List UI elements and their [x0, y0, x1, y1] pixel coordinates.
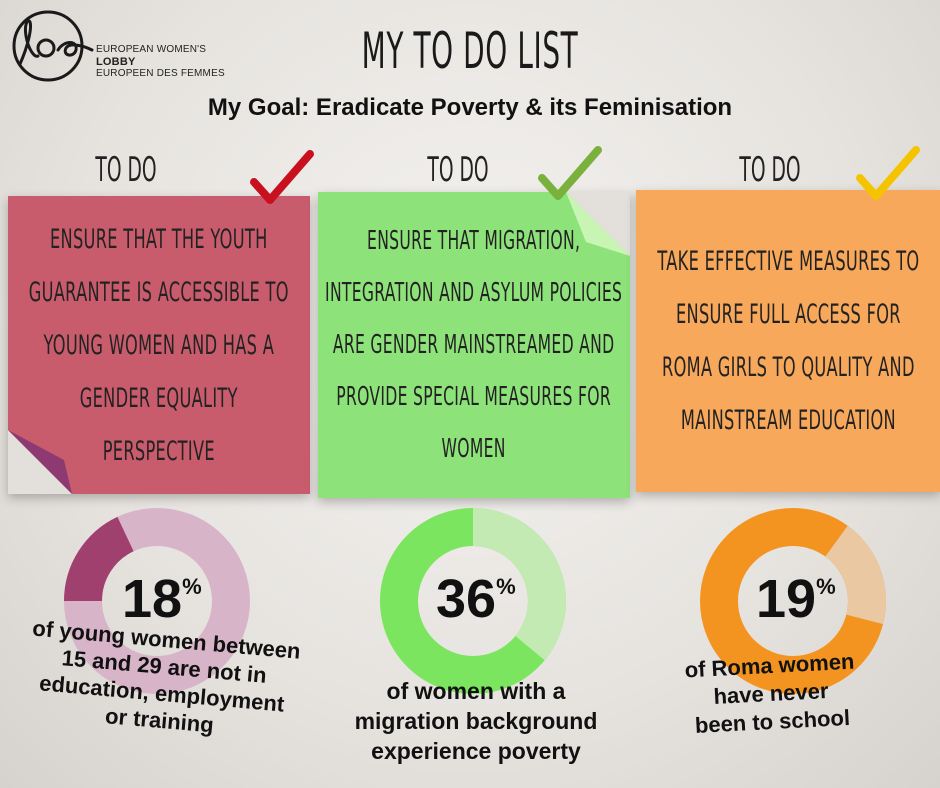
stat-text-youth: of young women between 15 and 29 are not in education, employment or training [31, 615, 302, 738]
stat-text-migration: of women with a migration background experience poverty [354, 678, 598, 764]
todo-label-2: TO DO [427, 150, 489, 190]
stat-value-roma [756, 568, 836, 630]
logo-line-1: EUROPEAN WOMEN'S [96, 44, 207, 55]
stat-number: 18 [122, 569, 183, 629]
stat-number: 36 [436, 569, 497, 629]
todo-label-3: TO DO [739, 150, 801, 190]
stat-number: 19 [756, 569, 817, 629]
stat-text-roma: of Roma women have never been to school [684, 648, 855, 739]
check-mark-icon [538, 146, 602, 206]
stat-unit: % [816, 574, 836, 599]
logo-line-2: LOBBY [96, 56, 136, 68]
stat-unit: % [182, 574, 202, 599]
logo-line-3: EUROPEEN DES FEMMES [96, 68, 225, 79]
todo-label-1: TO DO [95, 150, 157, 190]
page-subtitle: My Goal: Eradicate Poverty & its Feminisation [207, 94, 733, 121]
stat-unit: % [496, 574, 516, 599]
check-mark-icon [250, 150, 314, 210]
donut-segment [83, 534, 125, 601]
todo-note-migration-text: ENSURE THAT MIGRATION, INTEGRATION AND ASYLUM POLICIES ARE GENDER MAINSTREAMED AND PROVIDE SPECIAL MEASURES FOR WOMEN [325, 226, 623, 464]
note-fold-corner [8, 430, 72, 494]
stat-value-youth [122, 568, 202, 630]
page-title: MY TO DO LIST [361, 22, 579, 80]
stat-value-migration [436, 568, 516, 630]
donut-segment [836, 541, 867, 619]
todo-note-roma-text: TAKE EFFECTIVE MEASURES TO ENSURE FULL ACCESS FOR ROMA GIRLS TO QUALITY AND MAINSTREAM EDUCATION [656, 246, 920, 436]
todo-note-youth-text: ENSURE THAT THE YOUTH GUARANTEE IS ACCESSIBLE TO YOUNG WOMEN AND HAS A GENDER EQUALITY PERSPECTIVE [28, 223, 289, 467]
check-mark-icon [856, 146, 920, 206]
todo-note-roma [636, 190, 940, 492]
ewl-logo [8, 6, 98, 86]
